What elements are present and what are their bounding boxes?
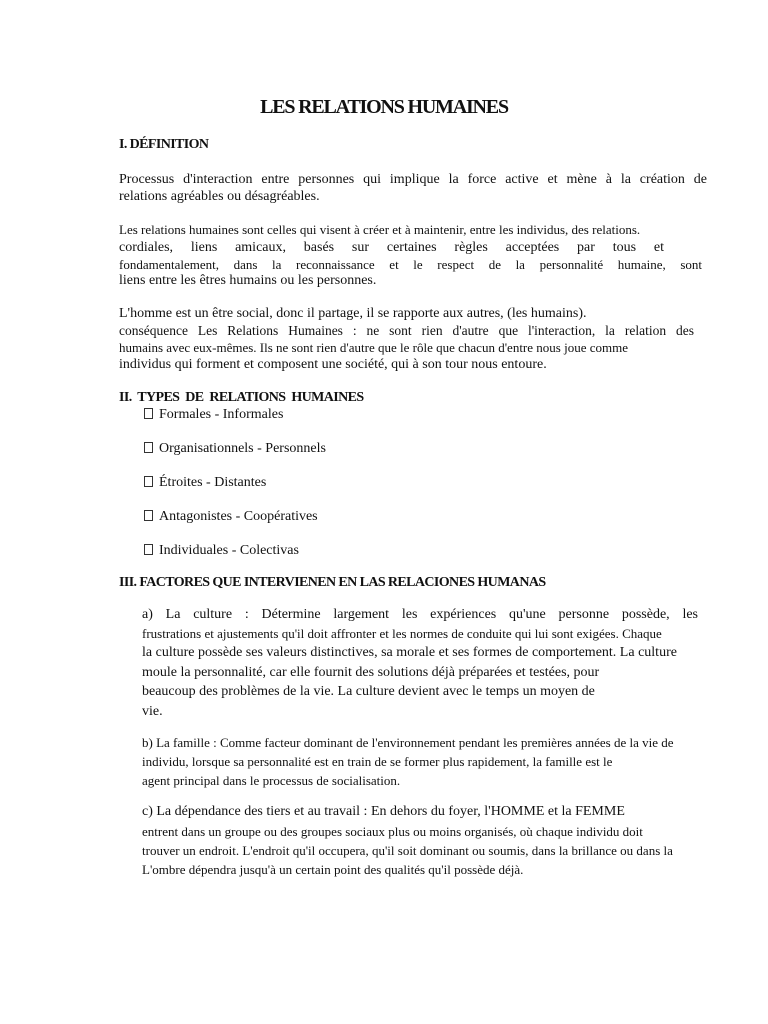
- list-item: Antagonistes - Coopératives: [144, 509, 318, 525]
- culture-paragraph-line: frustrations et ajustements qu'il doit affronter et les normes de conduite qui lui sont exigées. Chaque: [142, 626, 662, 641]
- culture-paragraph-line: a) La culture : Détermine largement les expériences qu'une personne possède, les: [142, 607, 698, 622]
- list-item: Individuales - Colectivas: [144, 543, 299, 559]
- relations-paragraph-line: Les relations humaines sont celles qui visent à créer et à maintenir, entre les individus, des relations.: [119, 222, 641, 237]
- dependence-paragraph-line: entrent dans un groupe ou des groupes sociaux plus ou moins organisés, où chaque individu doit: [142, 824, 643, 839]
- family-paragraph-line: individu, lorsque sa personnalité est en train de se former plus rapidement, la famille est le: [142, 754, 613, 769]
- family-paragraph-line: b) La famille : Comme facteur dominant de l'environnement pendant les premières années de la vie de: [142, 735, 674, 750]
- culture-paragraph-line: la culture possède ses valeurs distinctives, sa morale et ses formes de comportement. La culture: [142, 645, 677, 660]
- section-heading-definition: I. DÉFINITION: [119, 137, 209, 152]
- definition-line: Processus d'interaction entre personnes qui implique la force active et mène à la création de: [119, 172, 707, 187]
- section-heading-factors: III. FACTORES QUE INTERVIENEN EN LAS RELACIONES HUMANAS: [119, 575, 546, 590]
- family-paragraph-line: agent principal dans le processus de socialisation.: [142, 773, 401, 788]
- checkbox-glyph-icon: [144, 476, 153, 487]
- social-paragraph-line: L'homme est un être social, donc il partage, il se rapporte aux autres, (les humains).: [119, 306, 587, 321]
- relations-paragraph-line: fondamentalement, dans la reconnaissance et le respect de la personnalité humaine, sont: [119, 257, 702, 272]
- definition-line: relations agréables ou désagréables.: [119, 189, 320, 204]
- list-item: Organisationnels - Personnels: [144, 441, 326, 457]
- culture-paragraph-line: beaucoup des problèmes de la vie. La culture devient avec le temps un moyen de: [142, 684, 595, 699]
- section-heading-types: II. TYPES DE RELATIONS HUMAINES: [119, 390, 364, 405]
- culture-paragraph-line: vie.: [142, 704, 163, 719]
- dependence-paragraph-line: c) La dépendance des tiers et au travail : En dehors du foyer, l'HOMME et la FEMME: [142, 804, 625, 819]
- checkbox-glyph-icon: [144, 408, 153, 419]
- dependence-paragraph-line: trouver un endroit. L'endroit qu'il occupera, qu'il soit dominant ou soumis, dans la brillance ou dans la: [142, 843, 673, 858]
- list-item: Formales - Informales: [144, 407, 283, 423]
- checkbox-glyph-icon: [144, 442, 153, 453]
- relations-paragraph-line: cordiales, liens amicaux, basés sur certaines règles acceptées par tous et: [119, 240, 664, 255]
- social-paragraph-line: humains avec eux-mêmes. Ils ne sont rien d'autre que le rôle que chacun d'entre nous joue comme: [119, 340, 628, 355]
- list-item: Étroites - Distantes: [144, 475, 266, 491]
- social-paragraph-line: conséquence Les Relations Humaines : ne sont rien d'autre que l'interaction, la relation des: [119, 323, 694, 338]
- checkbox-glyph-icon: [144, 510, 153, 521]
- checkbox-glyph-icon: [144, 544, 153, 555]
- culture-paragraph-line: moule la personnalité, car elle fournit des solutions déjà préparées et testées, pour: [142, 665, 600, 680]
- social-paragraph-line: individus qui forment et composent une société, qui à son tour nous entoure.: [119, 357, 547, 372]
- dependence-paragraph-line: L'ombre dépendra jusqu'à un certain point des qualités qu'il possède déjà.: [142, 862, 524, 877]
- page-title: LES RELATIONS HUMAINES: [260, 96, 508, 118]
- relations-paragraph-line: liens entre les êtres humains ou les personnes.: [119, 273, 377, 288]
